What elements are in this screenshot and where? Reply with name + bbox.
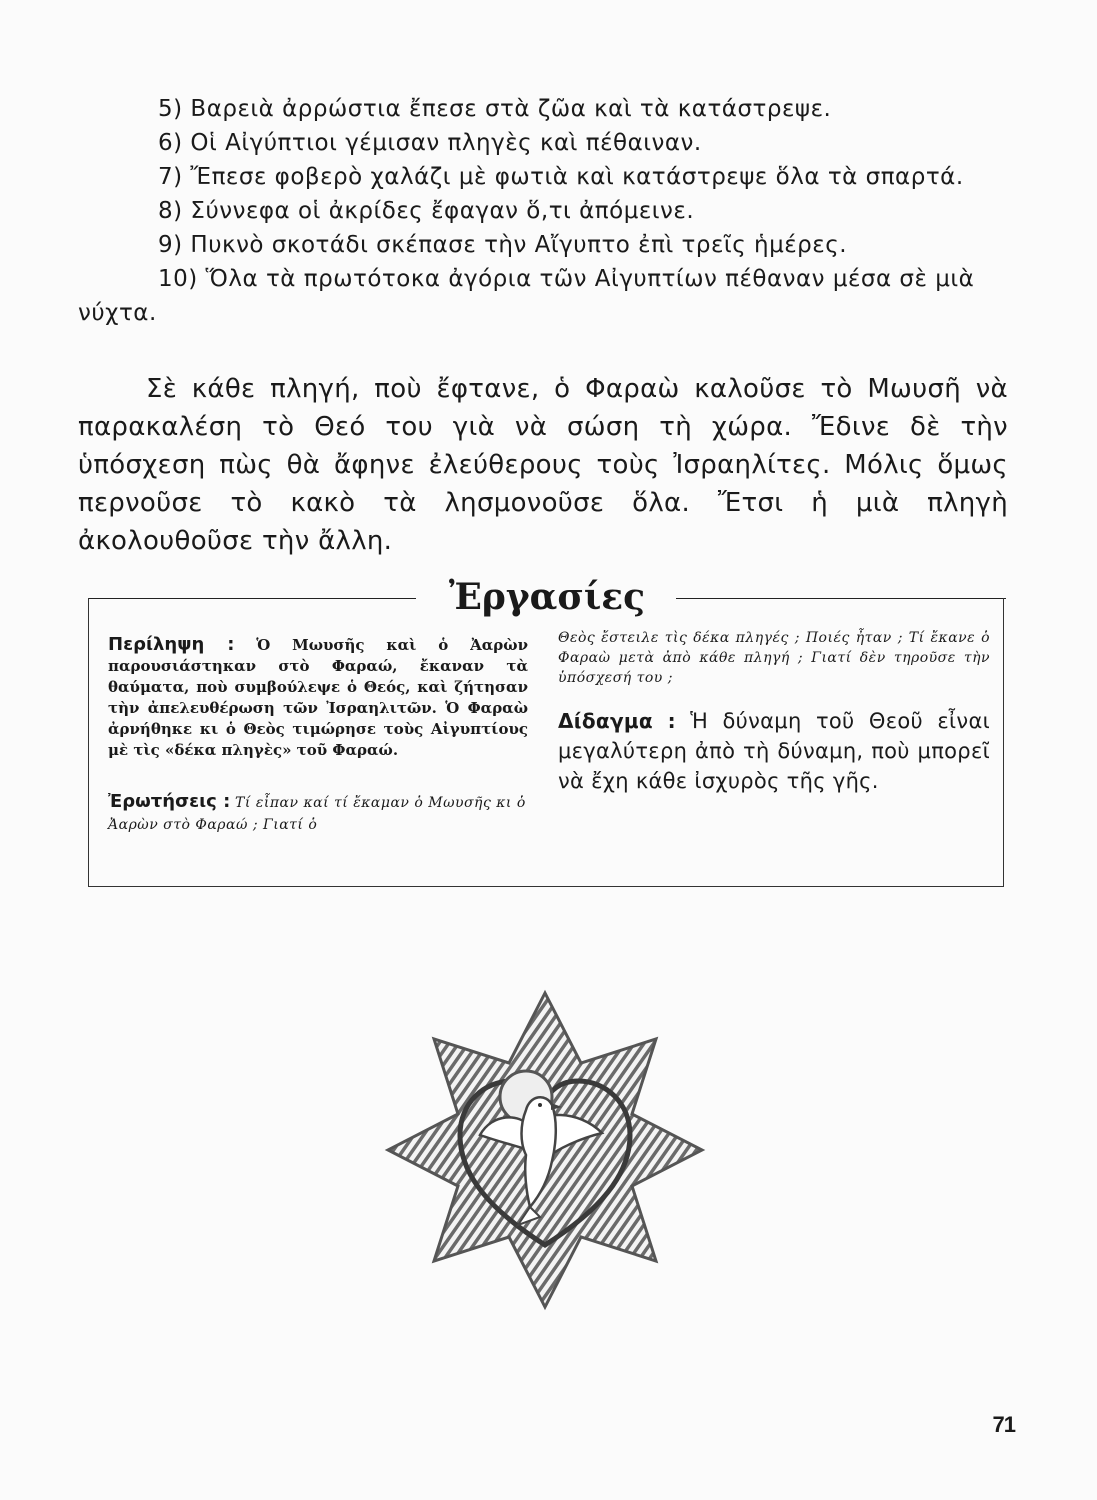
lesson-label: Δίδαγμα : [558, 709, 676, 733]
page-number: 71 [992, 1412, 1015, 1437]
questions-block [108, 791, 528, 836]
section-title: Ἐργασίες [448, 576, 646, 618]
summary-block [108, 634, 528, 761]
exercises-left-column [108, 634, 528, 836]
summary-label: Περίληψη : [108, 634, 235, 655]
questions-continuation: Θεὸς ἔστειλε τὶς δέκα πληγές ; Ποιές ἦταν ; Τί ἔκανε ὁ Φαραὼ μετὰ ἀπὸ κάθε πληγή ; Γιατί δὲν τηροῦσε τὴν ὑπόσχεσή του ; [558, 630, 990, 686]
narrative-paragraph: Σὲ κάθε πληγή, ποὺ ἔφτανε, ὁ Φαραὼ καλοῦσε τὸ Μωυσῆ νὰ παρακαλέση τὸ Θεό του γιὰ νὰ σώση τὴ χώρα. Ἔδινε δὲ τὴν ὑπόσχεση πὼς θὰ ἄφηνε ἐλεύθερους τοὺς Ἰσραηλίτες. Μόλις ὅμως περνοῦσε τὸ κακὸ τὰ λησμονοῦσε ὅλα. Ἔτσι ἡ μιὰ πληγὴ ἀκολουθοῦσε τὴν ἄλλη. [78, 374, 1008, 556]
lesson-block [558, 706, 990, 796]
dove-star-emblem [380, 985, 710, 1315]
plague-item: 10) Ὅλα τὰ πρωτότοκα ἀγόρια τῶν Αἰγυπτίων πέθαναν μέσα σὲ μιὰ νύχτα. [78, 266, 975, 326]
exercises-box [88, 598, 1004, 887]
plague-list [78, 92, 1008, 330]
plague-item: 5) Βαρειὰ ἀρρώστια ἔπεσε στὰ ζῶα καὶ τὰ κατάστρεψε. [158, 96, 832, 122]
questions-label: Ἐρωτήσεις : [108, 791, 231, 812]
questions-text: Τί εἶπαν καί τί ἔκαμαν ὁ Μωυσῆς κι ὁ Ἀαρὼν στὸ Φαραώ ; Γιατί ὁ [108, 795, 526, 833]
exercises-right-column [558, 628, 990, 796]
plague-item: 6) Οἱ Αἰγύπτιοι γέμισαν πληγὲς καὶ πέθαιναν. [158, 130, 702, 156]
summary-text: Ὁ Μωυσῆς καὶ ὁ Ἀαρὼν παρουσιάστηκαν στὸ Φαραώ, ἔκαναν τὰ θαύματα, ποὺ συμβούλεψε ὁ Θεός, καὶ ζήτησαν τὴν ἀπελευθέρωση τῶν Ἰσραηλιτῶν. Ὁ Φαραὼ ἀρνήθηκε κι ὁ Θεὸς τιμώρησε τοὺς Αἰγυπτίους μὲ τὶς «δέκα πληγὲς» τοῦ Φαραώ. [108, 636, 528, 759]
plague-item: 7) Ἔπεσε φοβερὸ χαλάζι μὲ φωτιὰ καὶ κατάστρεψε ὅλα τὰ σπαρτά. [158, 164, 964, 190]
plague-item: 9) Πυκνὸ σκοτάδι σκέπασε τὴν Αἴγυπτο ἐπὶ τρεῖς ἡμέρες. [158, 232, 848, 258]
lesson-text: Ἡ δύναμη τοῦ Θεοῦ εἶναι μεγαλύτερη ἀπὸ τὴ δύναμη, ποὺ μπορεῖ νὰ ἔχη κάθε ἰσχυρὸς τῆς γῆς. [558, 709, 990, 793]
plague-item: 8) Σύννεφα οἱ ἀκρίδες ἔφαγαν ὅ,τι ἀπόμεινε. [158, 198, 695, 224]
